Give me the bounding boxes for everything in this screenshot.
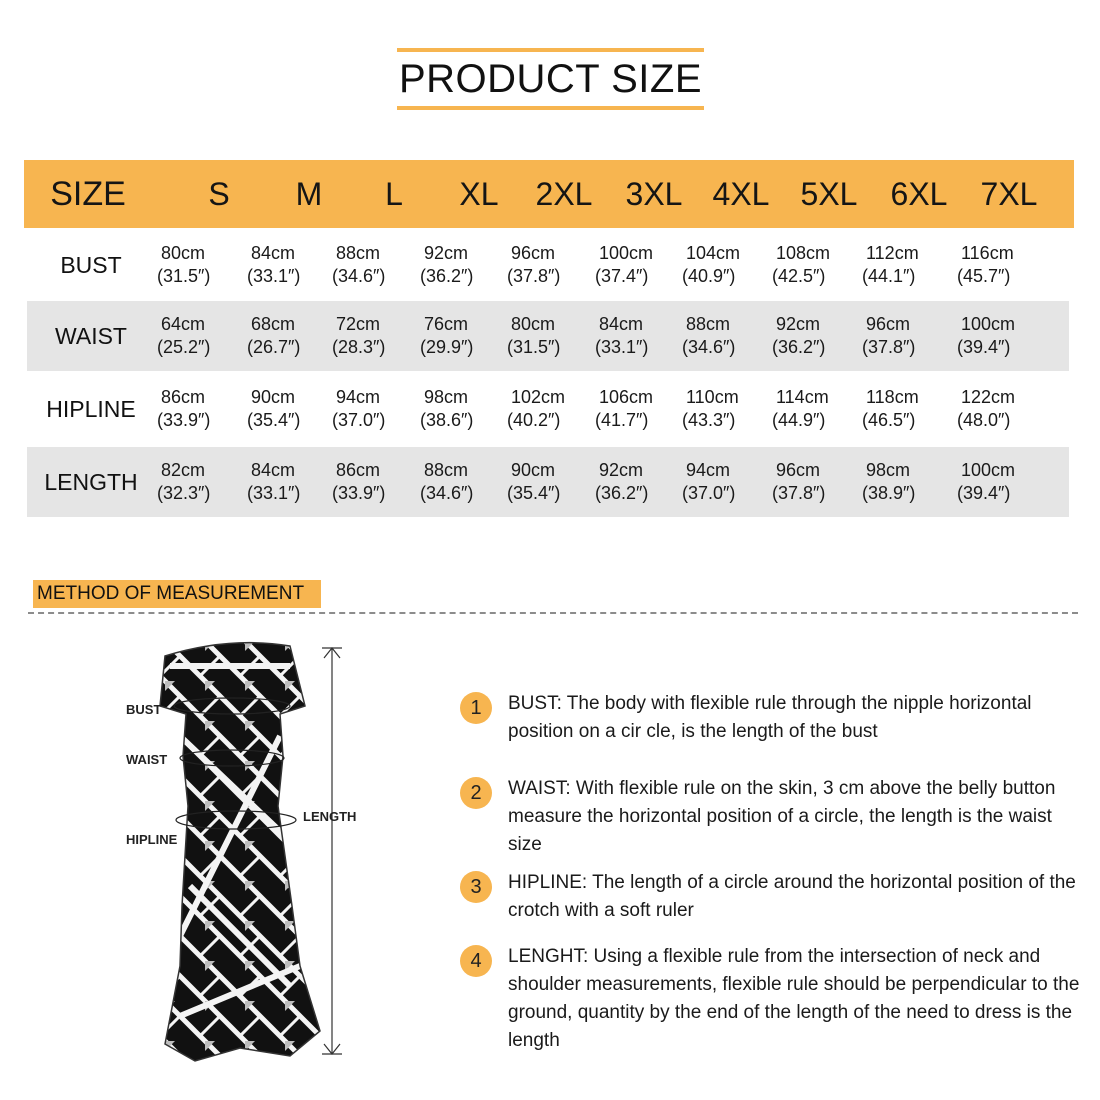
step-number: 2 (460, 777, 492, 809)
table-cell (957, 374, 1047, 444)
table-cell (507, 301, 597, 371)
table-cell (247, 230, 337, 300)
cell-inch: (36.2″) (595, 483, 649, 503)
step-number: 1 (460, 692, 492, 724)
size-header-2xl: 2XL (535, 175, 593, 212)
dress-figure (120, 636, 380, 1066)
table-row-waist (27, 301, 1069, 371)
table-cell (957, 447, 1047, 517)
table-cell (862, 301, 952, 371)
table-cell (507, 447, 597, 517)
cell-cm: 88cm (424, 460, 469, 480)
table-cell (157, 301, 247, 371)
size-header-xl: XL (459, 175, 499, 212)
cell-cm: 76cm (424, 314, 469, 334)
table-cell (862, 374, 952, 444)
cell-inch: (26.7″) (247, 337, 301, 357)
cell-cm: 100cm (599, 243, 654, 263)
cell-cm: 84cm (599, 314, 644, 334)
table-cell (420, 374, 510, 444)
cell-inch: (31.5″) (157, 266, 211, 286)
cell-cm: 100cm (961, 314, 1016, 334)
table-cell (957, 301, 1047, 371)
cell-cm: 96cm (866, 314, 911, 334)
cell-inch: (34.6″) (682, 337, 736, 357)
cell-cm: 112cm (866, 243, 919, 263)
table-cell (247, 301, 337, 371)
cell-cm: 84cm (251, 460, 296, 480)
cell-inch: (29.9″) (420, 337, 474, 357)
cell-inch: (42.5″) (772, 266, 826, 286)
table-cell (595, 374, 685, 444)
cell-cm: 98cm (866, 460, 911, 480)
cell-cm: 104cm (686, 243, 741, 263)
figure-label-waist: WAIST (126, 752, 168, 767)
cell-inch: (35.4″) (507, 483, 561, 503)
table-cell (420, 447, 510, 517)
cell-cm: 92cm (424, 243, 469, 263)
table-cell (682, 230, 772, 300)
row-label: WAIST (55, 322, 127, 349)
row-label: LENGTH (44, 468, 138, 495)
cell-cm: 72cm (336, 314, 381, 334)
cell-inch: (37.8″) (862, 337, 916, 357)
title-banner (397, 48, 704, 110)
cell-cm: 82cm (161, 460, 206, 480)
cell-cm: 102cm (511, 387, 566, 407)
size-header-7xl: 7XL (980, 175, 1038, 212)
size-header-5xl: 5XL (800, 175, 858, 212)
cell-inch: (40.9″) (682, 266, 736, 286)
table-cell (332, 374, 422, 444)
cell-cm: 68cm (251, 314, 296, 334)
figure-label-hipline: HIPLINE (126, 832, 178, 847)
cell-inch: (39.4″) (957, 337, 1011, 357)
cell-inch: (34.6″) (332, 266, 386, 286)
cell-cm: 86cm (161, 387, 206, 407)
cell-cm: 64cm (161, 314, 206, 334)
table-cell (157, 447, 247, 517)
table-row-hipline (27, 374, 1069, 444)
table-row-length (27, 447, 1069, 517)
step-text: LENGHT: Using a flexible rule from the intersection of neck and shoulder measurements, flexible rule should be perpendicular to the ground, quantity by the end of the length of the need to dress is the length (508, 946, 1080, 1051)
cell-inch: (39.4″) (957, 483, 1011, 503)
cell-cm: 116cm (961, 243, 1014, 263)
table-cell (772, 447, 862, 517)
cell-inch: (31.5″) (507, 337, 561, 357)
size-header-3xl: 3XL (625, 175, 683, 212)
figure-label-length: LENGTH (303, 809, 357, 824)
step-text: HIPLINE: The length of a circle around the horizontal position of the crotch with a soft ruler (508, 872, 1076, 921)
cell-cm: 118cm (866, 387, 919, 407)
step-number: 3 (460, 871, 492, 903)
table-cell (862, 230, 952, 300)
cell-inch: (38.9″) (862, 483, 916, 503)
cell-cm: 80cm (511, 314, 556, 334)
cell-inch: (25.2″) (157, 337, 211, 357)
table-cell (332, 447, 422, 517)
cell-inch: (37.4″) (595, 266, 649, 286)
cell-inch: (40.2″) (507, 410, 561, 430)
cell-inch: (44.9″) (772, 410, 826, 430)
cell-cm: 96cm (776, 460, 821, 480)
cell-cm: 94cm (686, 460, 731, 480)
table-cell (332, 301, 422, 371)
cell-cm: 108cm (776, 243, 831, 263)
cell-inch: (28.3″) (332, 337, 386, 357)
step-number: 4 (460, 945, 492, 977)
cell-cm: 96cm (511, 243, 556, 263)
size-header-l: L (385, 175, 403, 212)
size-header-label: SIZE (50, 174, 126, 213)
size-header-6xl: 6XL (890, 175, 948, 212)
table-cell (595, 447, 685, 517)
table-cell (420, 230, 510, 300)
cell-inch: (34.6″) (420, 483, 474, 503)
dashed-divider (28, 612, 1078, 614)
table-cell (420, 301, 510, 371)
cell-inch: (37.8″) (772, 483, 826, 503)
size-header-4xl: 4XL (712, 175, 770, 212)
cell-inch: (41.7″) (595, 410, 649, 430)
cell-cm: 92cm (599, 460, 644, 480)
table-cell (862, 447, 952, 517)
table-cell (595, 301, 685, 371)
table-cell (507, 374, 597, 444)
cell-inch: (36.2″) (420, 266, 474, 286)
cell-cm: 88cm (336, 243, 381, 263)
table-cell (772, 374, 862, 444)
cell-inch: (44.1″) (862, 266, 916, 286)
figure-label-bust: BUST (126, 702, 162, 717)
size-header-m: M (295, 175, 323, 212)
cell-cm: 122cm (961, 387, 1016, 407)
table-cell (682, 374, 772, 444)
table-cell (595, 230, 685, 300)
cell-inch: (45.7″) (957, 266, 1011, 286)
table-cell (507, 230, 597, 300)
row-label: HIPLINE (46, 395, 136, 422)
cell-inch: (32.3″) (157, 483, 211, 503)
table-cell (247, 447, 337, 517)
step-text: BUST: The body with flexible rule through the nipple horizontal position on a cir cle, is the length of the bust (508, 693, 1032, 742)
method-heading: METHOD OF MEASUREMENT (33, 580, 321, 608)
table-cell (772, 301, 862, 371)
table-cell (957, 230, 1047, 300)
cell-inch: (46.5″) (862, 410, 916, 430)
table-cell (247, 374, 337, 444)
cell-cm: 94cm (336, 387, 381, 407)
size-header-s: S (208, 175, 230, 212)
cell-cm: 114cm (776, 387, 829, 407)
cell-cm: 84cm (251, 243, 296, 263)
cell-cm: 106cm (599, 387, 654, 407)
cell-inch: (35.4″) (247, 410, 301, 430)
size-header-row (24, 160, 1074, 228)
cell-cm: 90cm (511, 460, 556, 480)
cell-inch: (37.8″) (507, 266, 561, 286)
cell-cm: 90cm (251, 387, 296, 407)
cell-inch: (33.9″) (157, 410, 211, 430)
cell-inch: (33.9″) (332, 483, 386, 503)
cell-inch: (37.0″) (682, 483, 736, 503)
cell-cm: 80cm (161, 243, 206, 263)
cell-inch: (36.2″) (772, 337, 826, 357)
table-cell (157, 374, 247, 444)
table-cell (772, 230, 862, 300)
cell-cm: 92cm (776, 314, 821, 334)
cell-cm: 110cm (686, 387, 739, 407)
table-cell (332, 230, 422, 300)
page-title: PRODUCT SIZE (398, 56, 703, 101)
cell-inch: (33.1″) (595, 337, 649, 357)
table-cell (682, 301, 772, 371)
cell-inch: (38.6″) (420, 410, 474, 430)
table-row-bust (27, 230, 1069, 300)
cell-inch: (48.0″) (957, 410, 1011, 430)
cell-cm: 100cm (961, 460, 1016, 480)
step-text: WAIST: With flexible rule on the skin, 3 cm above the belly button measure the horizontal position of a circle, the length is the waist size (508, 778, 1056, 855)
table-cell (157, 230, 247, 300)
row-label: BUST (60, 251, 122, 278)
cell-inch: (33.1″) (247, 483, 301, 503)
cell-cm: 88cm (686, 314, 731, 334)
cell-inch: (33.1″) (247, 266, 301, 286)
cell-cm: 86cm (336, 460, 381, 480)
cell-cm: 98cm (424, 387, 469, 407)
table-cell (682, 447, 772, 517)
cell-inch: (43.3″) (682, 410, 736, 430)
cell-inch: (37.0″) (332, 410, 386, 430)
